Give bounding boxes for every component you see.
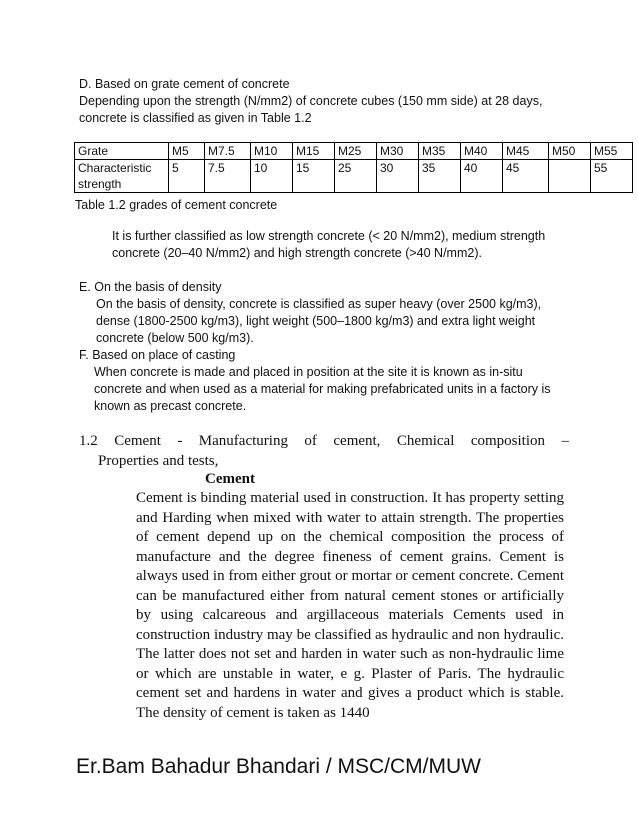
table-cell: 45 — [503, 160, 549, 193]
table-header-label: Grate — [75, 143, 169, 160]
table-header-cell: M15 — [293, 143, 335, 160]
table-header-cell: M35 — [419, 143, 461, 160]
section-d — [79, 76, 579, 127]
table-header-cell: M30 — [377, 143, 419, 160]
section-d-heading: D. Based on grate cement of concrete — [79, 77, 290, 91]
table-cell — [549, 160, 591, 193]
table-cell: 35 — [419, 160, 461, 193]
section-e-heading: E. On the basis of density — [79, 280, 222, 294]
cement-heading: Cement — [205, 471, 255, 487]
section-f — [79, 347, 569, 415]
table-cell: 7.5 — [205, 160, 251, 193]
table-cell: 25 — [335, 160, 377, 193]
table-header-cell: M40 — [461, 143, 503, 160]
section-e — [79, 279, 569, 347]
table-header-cell: M25 — [335, 143, 377, 160]
cement-text: Cement is binding material used in construction. It has property setting and Harding when mixed with water to attain strength. The properties of cement depend up on the chemical composition the process of manufacture and the degree fineness of cement grains. Cement is always used in from either grout or mortar or cement concrete. Cement can be manufactured either from natural cement stones or artificially by using calcareous and argillaceous materials Cements used in construction industry may be classified as hydraulic and non hydraulic. The latter does not set and harden in water such as non-hydraulic lime or which are unstable in water, e g. Plaster of Paris. The hydraulic cement set and hardens in water and gives a product which is stable. The density of cement is taken as 1440 — [136, 490, 564, 721]
section-1-2-line2: Properties and tests, — [98, 452, 219, 469]
table-header-cell: M45 — [503, 143, 549, 160]
section-d-text: Depending upon the strength (N/mm2) of concrete cubes (150 mm side) at 28 days, concrete is classified as given in Table 1.2 — [79, 94, 543, 125]
section-1-2-heading — [79, 432, 569, 471]
table-header-cell: M10 — [251, 143, 293, 160]
section-e-text: On the basis of density, concrete is classified as super heavy (over 2500 kg/m3), dense (1800-2500 kg/m3), light weight (500–1800 kg/m3) and extra light weight concrete (below 500 kg/m3). — [96, 297, 542, 345]
table-header-cell: M7.5 — [205, 143, 251, 160]
classification-text: It is further classified as low strength concrete (< 20 N/mm2), medium strength concrete (20–40 N/mm2) and high strength concrete (>40 N/mm2). — [112, 229, 546, 260]
grades-table — [74, 142, 633, 193]
section-1-2-line1: 1.2 Cement - Manufacturing of cement, Chemical composition – — [79, 433, 569, 449]
table-cell: 15 — [293, 160, 335, 193]
table-header-cell: M5 — [169, 143, 205, 160]
table-cell: 55 — [591, 160, 633, 193]
table-header-cell: M50 — [549, 143, 591, 160]
table-caption: Table 1.2 grades of cement concrete — [75, 198, 278, 212]
table-header-cell: M55 — [591, 143, 633, 160]
table-cell: 30 — [377, 160, 419, 193]
section-f-text: When concrete is made and placed in position at the site it is known as in-situ concrete and when used as a material for making prefabricated units in a factory is known as precast concrete. — [94, 365, 551, 413]
table-row-label: Characteristic strength — [75, 160, 169, 193]
table-cell: 5 — [169, 160, 205, 193]
section-f-heading: F. Based on place of casting — [79, 348, 236, 362]
footer-author: Er.Bam Bahadur Bhandari / MSC/CM/MUW — [76, 755, 481, 778]
table-cell: 40 — [461, 160, 503, 193]
table-cell: 10 — [251, 160, 293, 193]
table-header-row — [75, 143, 633, 160]
table-row — [75, 160, 633, 193]
